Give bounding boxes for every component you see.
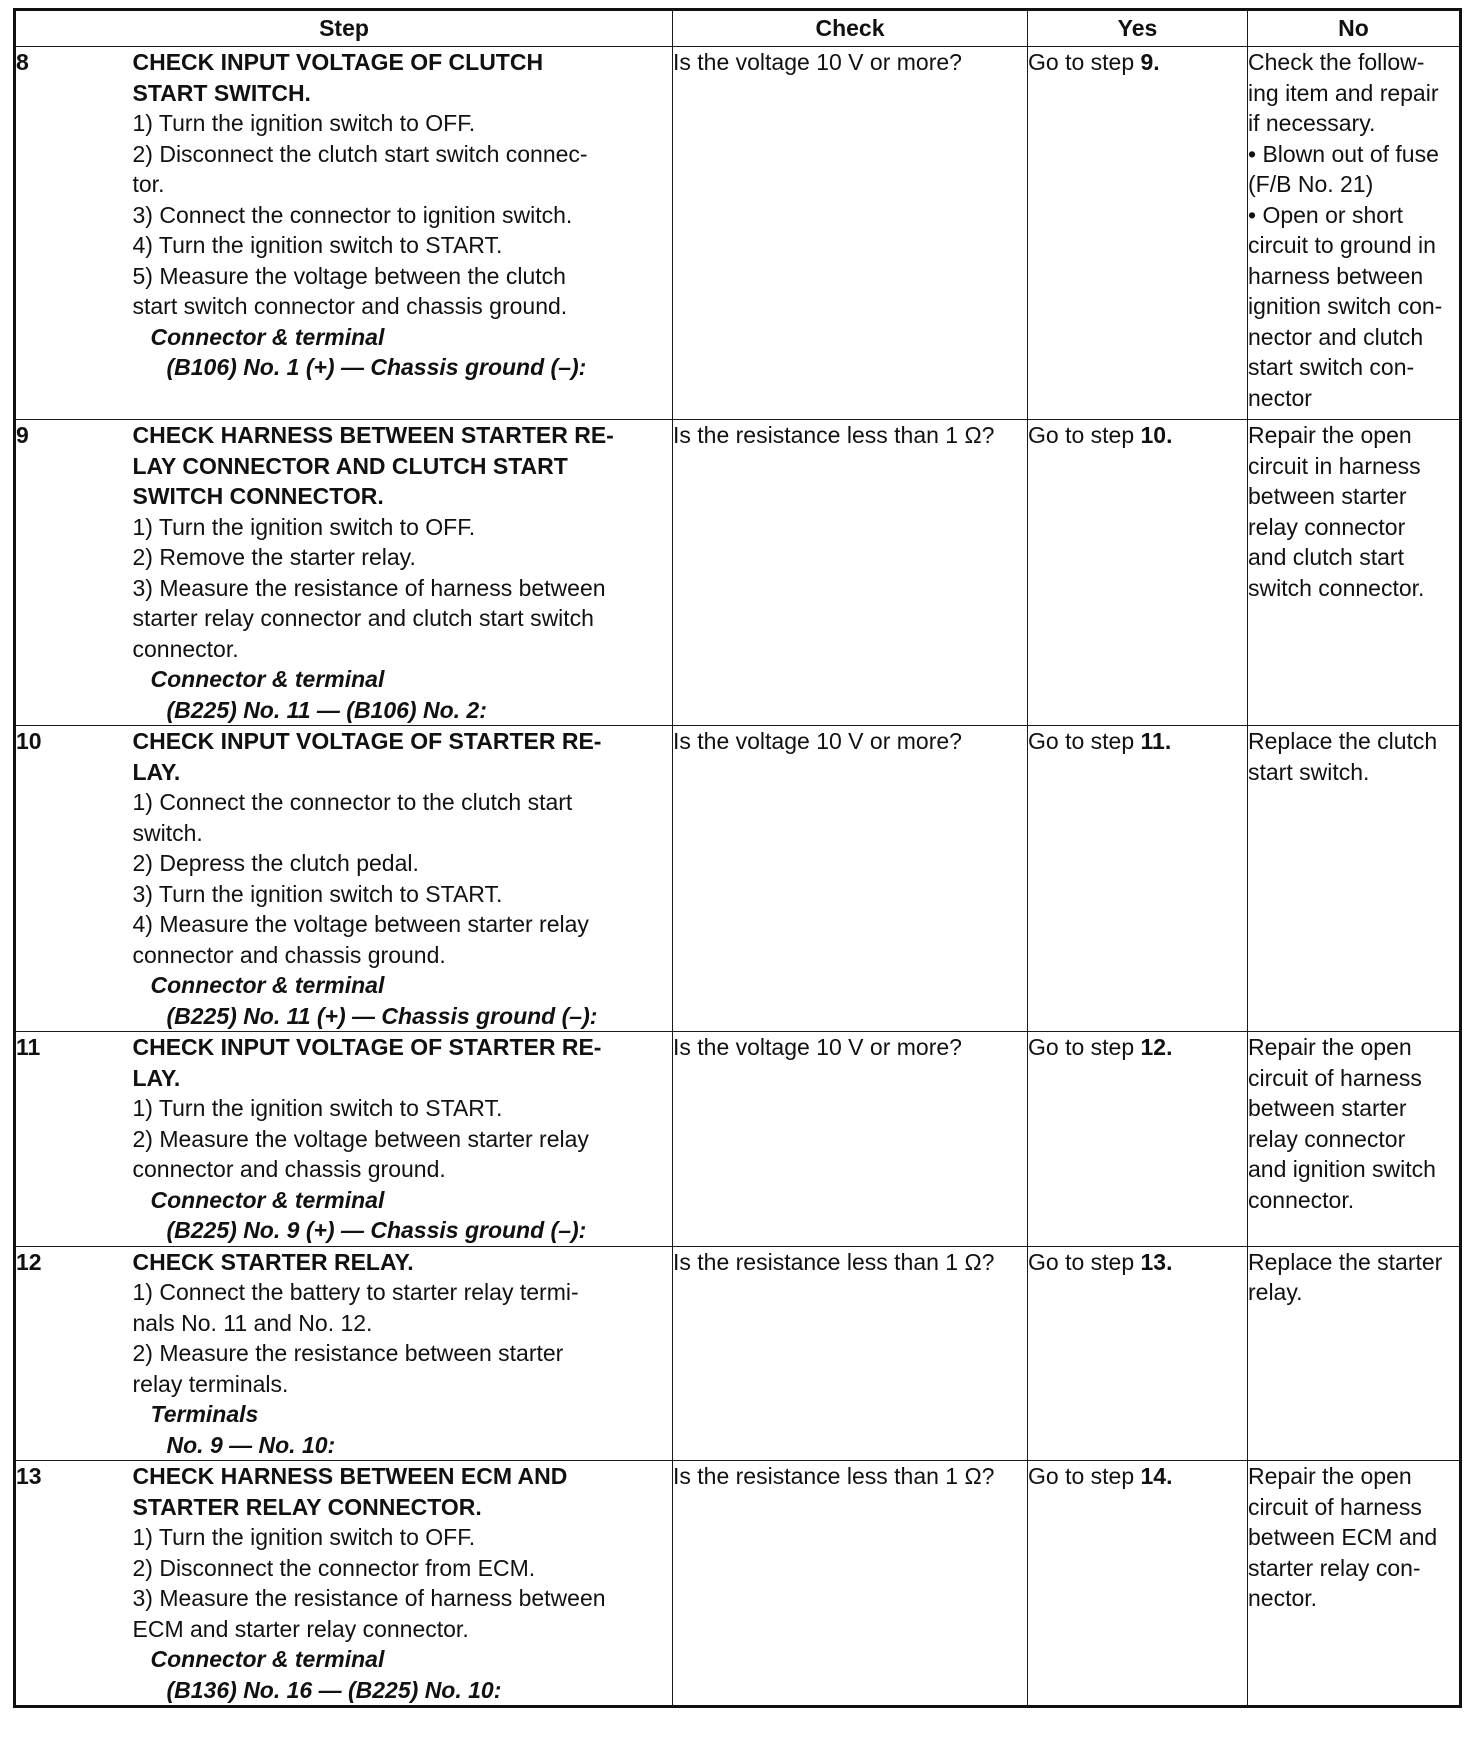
no-line: and ignition switch: [1248, 1156, 1436, 1182]
instruction-line: ECM and starter relay connector.: [132, 1615, 469, 1642]
instruction-line: 1) Turn the ignition switch to OFF.: [132, 110, 476, 136]
step-title: LAY CONNECTOR AND CLUTCH START: [132, 452, 568, 479]
step-cell: [133, 1461, 673, 1707]
no-line: between starter: [1248, 1095, 1407, 1121]
yes-step-number: 14.: [1140, 1463, 1173, 1489]
no-line: start switch.: [1248, 758, 1370, 785]
no-line: and clutch start: [1248, 544, 1404, 570]
yes-text: Go to step: [1028, 728, 1141, 754]
no-line: Replace the starter: [1248, 1248, 1443, 1275]
no-line: relay connector: [1248, 513, 1406, 540]
connector-label: Connector & terminal: [150, 1646, 385, 1672]
check-cell: Is the resistance less than 1 Ω?: [673, 420, 1028, 726]
step-cell: [133, 47, 673, 420]
connector-spec: (B225) No. 11 — (B106) No. 2:: [166, 696, 487, 723]
no-cell: [1248, 1032, 1461, 1247]
instruction-line: tor.: [132, 171, 165, 197]
step-number: 9: [15, 420, 133, 726]
step-title: CHECK HARNESS BETWEEN ECM AND: [132, 1463, 568, 1489]
no-cell: [1248, 1246, 1461, 1461]
step-cell: [133, 1246, 673, 1461]
table-body: [15, 47, 1461, 1707]
no-line: circuit of harness: [1248, 1493, 1422, 1520]
step-number: 13: [15, 1461, 133, 1707]
connector-spec: (B136) No. 16 — (B225) No. 10:: [166, 1676, 502, 1703]
step-number: 12: [15, 1246, 133, 1461]
header-step: Step: [15, 10, 673, 47]
table-row: [15, 1246, 1461, 1461]
yes-cell: [1028, 1032, 1248, 1247]
no-line: start switch con-: [1248, 354, 1415, 380]
check-cell: Is the voltage 10 V or more?: [673, 726, 1028, 1032]
header-no: No: [1248, 10, 1461, 47]
instruction-line: 2) Remove the starter relay.: [132, 544, 416, 570]
step-cell: [133, 420, 673, 726]
no-line: relay.: [1248, 1279, 1303, 1305]
table-row: [15, 420, 1461, 726]
no-line: Repair the open: [1248, 1463, 1412, 1489]
no-cell: [1248, 726, 1461, 1032]
instruction-line: connector and chassis ground.: [132, 1156, 446, 1182]
no-line: harness between: [1248, 262, 1424, 289]
yes-cell: [1028, 726, 1248, 1032]
instruction-line: connector and chassis ground.: [132, 941, 446, 968]
step-number: 11: [15, 1032, 133, 1247]
connector-spec: No. 9 — No. 10:: [166, 1431, 336, 1458]
no-line: switch connector.: [1248, 574, 1425, 601]
diagnostic-table: [13, 8, 1462, 1708]
instruction-line: 2) Disconnect the connector from ECM.: [132, 1554, 536, 1581]
yes-text: Go to step: [1028, 1248, 1141, 1275]
yes-text: Go to step: [1028, 1034, 1141, 1060]
instruction-line: nals No. 11 and No. 12.: [132, 1309, 373, 1336]
no-line: nector and clutch: [1248, 323, 1424, 350]
check-cell: Is the resistance less than 1 Ω?: [673, 1246, 1028, 1461]
header-check: Check: [673, 10, 1028, 47]
no-line: between ECM and: [1248, 1524, 1438, 1550]
no-line: circuit in harness: [1248, 452, 1421, 479]
yes-step-number: 10.: [1140, 422, 1173, 448]
no-line: nector: [1248, 384, 1312, 411]
no-line: (F/B No. 21): [1248, 171, 1374, 197]
step-title: SWITCH CONNECTOR.: [132, 483, 384, 509]
step-title: START SWITCH.: [132, 79, 311, 106]
instruction-line: starter relay connector and clutch start switch: [132, 605, 594, 631]
no-line: between starter: [1248, 483, 1407, 509]
no-line: circuit to ground in: [1248, 232, 1436, 258]
yes-text: Go to step: [1028, 422, 1141, 448]
connector-label: Connector & terminal: [150, 972, 385, 998]
step-title: CHECK INPUT VOLTAGE OF STARTER RE-: [132, 1034, 602, 1060]
no-line: circuit of harness: [1248, 1064, 1422, 1091]
connector-spec: (B225) No. 9 (+) — Chassis ground (–):: [166, 1217, 587, 1243]
instruction-line: 1) Connect the battery to starter relay termi-: [132, 1279, 579, 1305]
no-line: relay connector: [1248, 1125, 1406, 1152]
yes-cell: [1028, 1246, 1248, 1461]
instruction-line: 3) Measure the resistance of harness between: [132, 574, 606, 601]
no-line: ing item and repair: [1248, 79, 1439, 106]
table-row: [15, 47, 1461, 420]
instruction-line: 1) Turn the ignition switch to START.: [132, 1095, 503, 1121]
no-cell: [1248, 420, 1461, 726]
step-cell: [133, 1032, 673, 1247]
diagnostic-document: [13, 8, 1459, 1708]
step-title: CHECK INPUT VOLTAGE OF CLUTCH: [132, 49, 544, 75]
table-row: [15, 1461, 1461, 1707]
instruction-line: 1) Turn the ignition switch to OFF.: [132, 1524, 476, 1550]
instruction-line: connector.: [132, 635, 239, 662]
yes-step-number: 9.: [1140, 49, 1160, 75]
connector-spec: (B225) No. 11 (+) — Chassis ground (–):: [166, 1002, 598, 1029]
no-line: ignition switch con-: [1248, 293, 1443, 319]
no-cell: [1248, 1461, 1461, 1707]
step-title: CHECK INPUT VOLTAGE OF STARTER RE-: [132, 728, 602, 754]
instruction-line: 1) Connect the connector to the clutch start: [132, 789, 573, 815]
connector-label: Terminals: [150, 1401, 259, 1427]
step-title: STARTER RELAY CONNECTOR.: [132, 1493, 482, 1520]
yes-cell: [1028, 1461, 1248, 1707]
no-line: • Blown out of fuse: [1248, 140, 1439, 167]
check-cell: Is the voltage 10 V or more?: [673, 47, 1028, 420]
instruction-line: 2) Measure the resistance between starter: [132, 1340, 564, 1366]
no-line: nector.: [1248, 1585, 1318, 1611]
step-number: 8: [15, 47, 133, 420]
instruction-line: 4) Turn the ignition switch to START.: [132, 232, 503, 258]
instruction-line: 2) Disconnect the clutch start switch connec-: [132, 140, 588, 167]
no-cell: [1248, 47, 1461, 420]
step-title: CHECK STARTER RELAY.: [132, 1248, 414, 1275]
header-yes: Yes: [1028, 10, 1248, 47]
yes-step-number: 12.: [1140, 1034, 1173, 1060]
instruction-line: 4) Measure the voltage between starter relay: [132, 911, 589, 937]
yes-cell: [1028, 420, 1248, 726]
no-line: • Open or short: [1248, 201, 1404, 228]
instruction-line: 2) Measure the voltage between starter relay: [132, 1125, 589, 1152]
no-line: connector.: [1248, 1186, 1355, 1213]
instruction-line: 3) Measure the resistance of harness between: [132, 1585, 606, 1611]
yes-text: Go to step: [1028, 1463, 1141, 1489]
yes-step-number: 13.: [1140, 1248, 1173, 1275]
yes-cell: [1028, 47, 1248, 420]
instruction-line: 2) Depress the clutch pedal.: [132, 850, 419, 876]
connector-spec: (B106) No. 1 (+) — Chassis ground (–):: [166, 354, 587, 380]
yes-text: Go to step: [1028, 49, 1141, 75]
instruction-line: 3) Connect the connector to ignition switch.: [132, 201, 573, 228]
step-title: LAY.: [132, 1064, 181, 1091]
no-line: Repair the open: [1248, 1034, 1412, 1060]
step-cell: [133, 726, 673, 1032]
instruction-line: 3) Turn the ignition switch to START.: [132, 880, 503, 907]
connector-label: Connector & terminal: [150, 1186, 385, 1213]
table-header-row: [15, 10, 1461, 47]
table-row: [15, 1032, 1461, 1247]
table-row: [15, 726, 1461, 1032]
step-number: 10: [15, 726, 133, 1032]
step-title: LAY.: [132, 758, 181, 785]
connector-label: Connector & terminal: [150, 666, 385, 692]
no-line: starter relay con-: [1248, 1554, 1421, 1581]
connector-label: Connector & terminal: [150, 323, 385, 350]
step-title: CHECK HARNESS BETWEEN STARTER RE-: [132, 422, 614, 448]
no-line: Check the follow-: [1248, 49, 1425, 75]
instruction-line: start switch connector and chassis ground.: [132, 293, 568, 319]
no-line: Repair the open: [1248, 422, 1412, 448]
instruction-line: switch.: [132, 819, 203, 846]
check-cell: Is the resistance less than 1 Ω?: [673, 1461, 1028, 1707]
instruction-line: 5) Measure the voltage between the clutch: [132, 262, 566, 289]
no-line: Replace the clutch: [1248, 728, 1438, 754]
check-cell: Is the voltage 10 V or more?: [673, 1032, 1028, 1247]
instruction-line: relay terminals.: [132, 1370, 289, 1397]
no-line: if necessary.: [1248, 110, 1376, 136]
yes-step-number: 11.: [1140, 728, 1172, 754]
instruction-line: 1) Turn the ignition switch to OFF.: [132, 513, 476, 540]
